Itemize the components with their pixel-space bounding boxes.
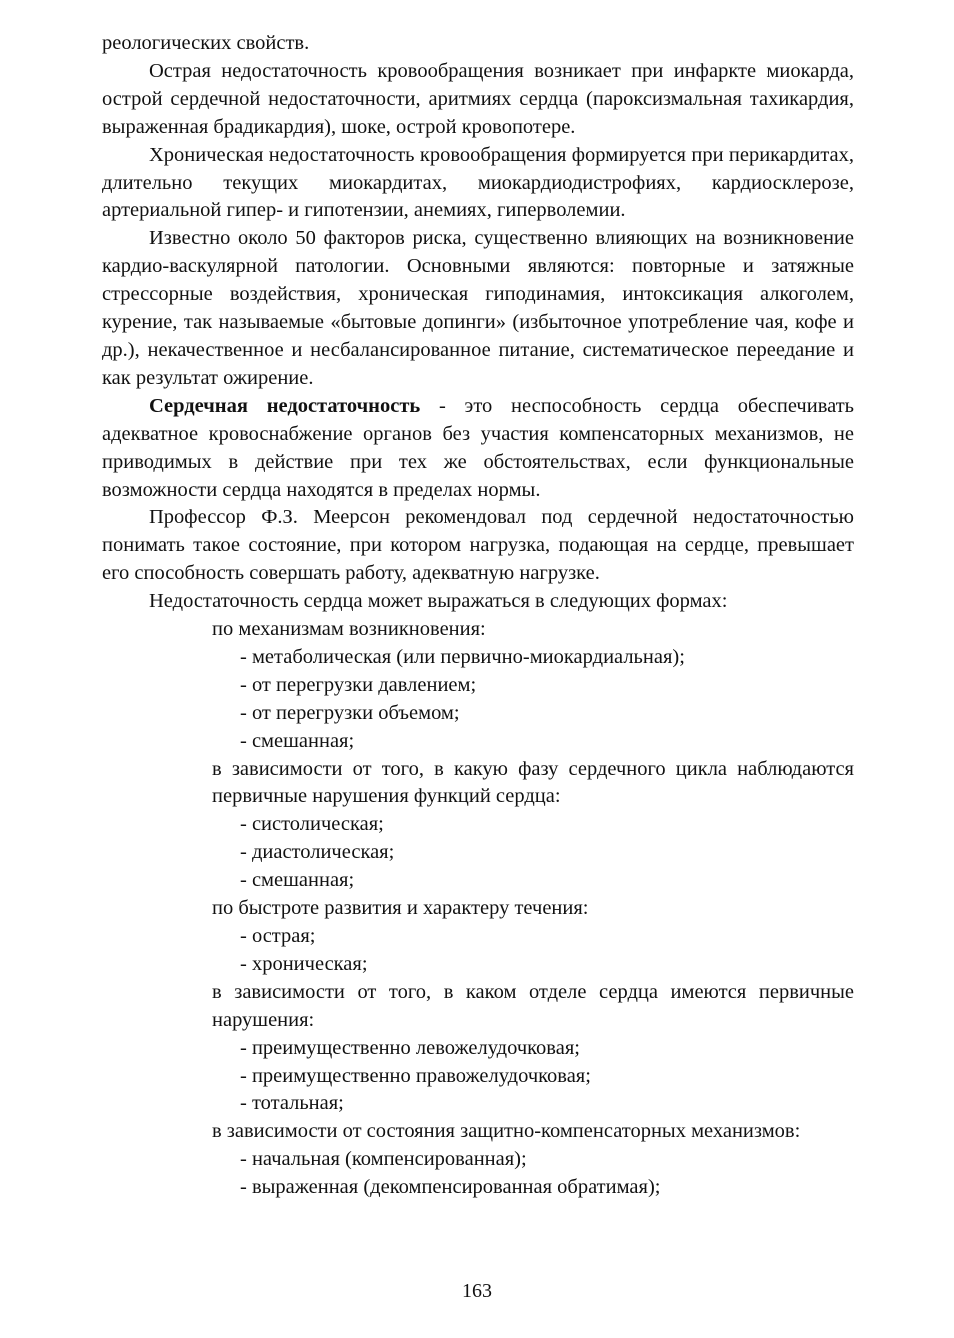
classification-item: - преимущественно левожелудочковая; [240,1036,580,1059]
paragraph-forms-intro: Недостаточность сердца может выражаться в следующих формах: [149,590,728,613]
classification-item: - систолическая; [240,813,384,836]
classification-heading: по механизмам возникновения: [212,618,486,641]
definition-text: - это неспособность сердца обеспечивать адекватное кровоснабжение органов без участия компенсаторных механизмов, не приводимых в действие при тех же обстоятельствах, если функциональные возможности сердца находятся в пределах нормы. [102,394,854,501]
paragraph-meerson: Профессор Ф.З. Меерсон рекомендовал под сердечной недостаточностью понимать такое состояние, при котором нагрузка, подающая на сердце, превышает его способность совершать работу, адекватную нагрузке. [102,506,854,585]
paragraph-acute-insufficiency: Острая недостаточность кровообращения возникает при инфаркте миокарда, острой сердечной недостаточности, аритмиях сердца (пароксизмальная тахикардия, выраженная брадикардия), шоке, острой кровопотере. [102,59,854,138]
paragraph-risk-factors: Известно около 50 факторов риска, существенно влияющих на возникновение кардио-васкулярной патологии. Основными являются: повторные и затяжные стрессорные воздействия, хроническая гиподинамия, интоксикация алкоголем, курение, так называемые «бытовые допинги» (избыточное употребление чая, кофе и др.), некачественное и несбалансированное питание, систематическое переедание и как результат ожирение. [102,227,854,389]
paragraph-continuation: реологических свойств. [102,32,310,54]
classification-item: - диастолическая; [240,841,395,864]
classification-item: - тотальная; [240,1092,344,1115]
classification-item: - острая; [240,925,316,947]
classification-heading: в зависимости от того, в каком отделе сердца имеются первичные нарушения: [212,980,854,1031]
classification-item: - смешанная; [240,729,355,752]
page-number: 163 [462,1280,492,1302]
classification-item: - от перегрузки давлением; [240,673,477,696]
classification-item: - от перегрузки объемом; [240,701,460,724]
classification-heading: по быстроте развития и характеру течения: [212,897,589,920]
paragraph-heart-failure-definition [102,393,854,505]
classification-item: - хроническая; [240,952,368,975]
classification-item: - начальная (компенсированная); [240,1148,527,1171]
classification-heading: в зависимости от состояния защитно-компенсаторных механизмов: [212,1120,801,1143]
classification-item: - преимущественно правожелудочковая; [240,1064,591,1087]
classification-item: - смешанная; [240,869,355,892]
classification-item: - выраженная (декомпенсированная обратимая); [240,1176,661,1199]
page-body [102,30,854,1202]
term-heart-failure: Сердечная недостаточность [149,394,421,417]
classification-item: - метаболическая (или первично-миокардиальная); [240,645,685,668]
paragraph-chronic-insufficiency: Хроническая недостаточность кровообращения формируется при перикардитах, длительно текущих миокардитах, миокардиодистрофиях, кардиосклерозе, артериальной гипер- и гипотензии, анемиях, гиперволемии. [102,143,854,222]
classification-heading: в зависимости от того, в какую фазу сердечного цикла наблюдаются первичные нарушения функций сердца: [212,757,854,808]
classification-list [102,616,854,1202]
